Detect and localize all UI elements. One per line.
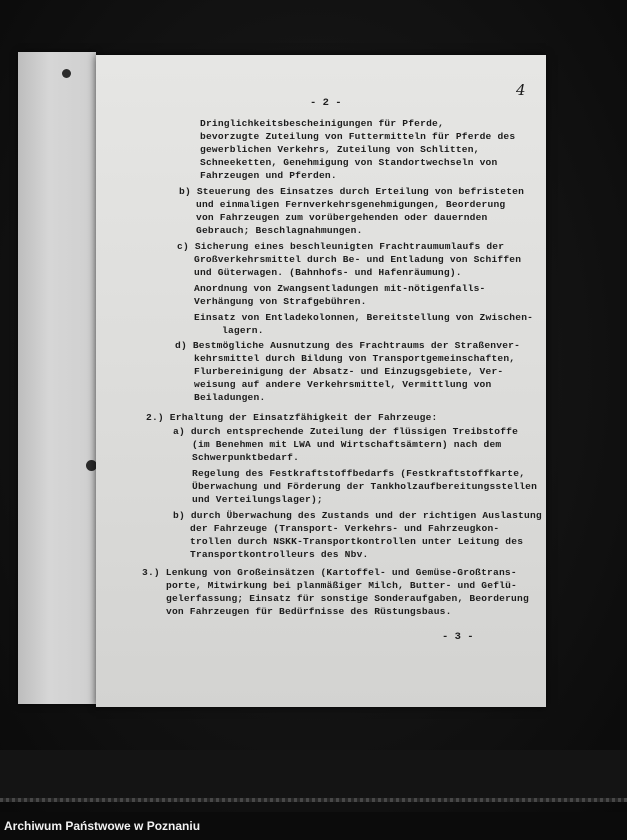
text-line: gelerfassung; Einsatz für sonstige Sonderaufgaben, Beorderung <box>166 593 529 604</box>
page-number: - 2 - <box>310 97 342 109</box>
next-page-marker: - 3 - <box>442 631 474 643</box>
film-edge <box>0 798 627 802</box>
punch-hole <box>62 69 71 78</box>
text-line: und einmaligen Fernverkehrsgenehmigungen, Beorderung <box>196 199 506 210</box>
text-line: 3.) Lenkung von Großeinsätzen (Kartoffel- und Gemüse-Großtrans- <box>142 567 517 578</box>
text-line: weisung auf andere Verkehrsmittel, Vermittlung von <box>194 379 492 390</box>
text-line: Anordnung von Zwangsentladungen mit-nötigenfalls- <box>194 283 486 294</box>
text-line: von Fahrzeugen zum vorübergehenden oder dauernden <box>196 212 488 223</box>
text-line: lagern. <box>222 325 264 336</box>
film-margin <box>0 750 627 800</box>
text-line: Schwerpunktbedarf. <box>192 452 300 463</box>
text-line: Regelung des Festkraftstoffbedarfs (Festkraftstoffkarte, <box>192 468 526 479</box>
archive-name: Archiwum Państwowe w Poznaniu <box>4 819 201 833</box>
text-line: und Verteilungslager); <box>192 494 323 505</box>
text-line: Einsatz von Entladekolonnen, Bereitstellung von Zwischen- <box>194 312 534 323</box>
text-line: Beiladungen. <box>194 392 266 403</box>
text-line: Großverkehrsmittel durch Be- und Entladung von Schiffen <box>194 254 522 265</box>
text-line: porte, Mitwirkung bei planmäßiger Milch, Butter- und Geflü- <box>166 580 518 591</box>
text-line: von Fahrzeugen für Bedürfnisse des Rüstungsbaus. <box>166 606 452 617</box>
text-line: kehrsmittel durch Bildung von Transportgemeinschaften, <box>194 353 516 364</box>
text-line: (im Benehmen mit LWA und Wirtschaftsämtern) nach dem <box>192 439 502 450</box>
text-line: Schneeketten, Genehmigung von Standortwechseln von <box>200 157 498 168</box>
text-line: d) Bestmögliche Ausnutzung des Frachtraums der Straßenver- <box>175 340 521 351</box>
text-line: Flurbereinigung der Absatz- und Einzugsgebiete, Ver- <box>194 366 504 377</box>
document-page <box>96 55 546 707</box>
archive-footer <box>0 812 627 840</box>
text-line: gewerblichen Verkehrs, Zuteilung von Schlitten, <box>200 144 480 155</box>
text-line: trollen durch NSKK-Transportkontrollen unter Leitung des <box>190 536 524 547</box>
text-line: 2.) Erhaltung der Einsatzfähigkeit der Fahrzeuge: <box>146 412 438 423</box>
text-line: Dringlichkeitsbescheinigungen für Pferde, <box>200 118 444 129</box>
text-line: Gebrauch; Beschlagnahmungen. <box>196 225 363 236</box>
previous-page-edge <box>18 52 96 704</box>
text-line: a) durch entsprechende Zuteilung der flüssigen Treibstoffe <box>173 426 519 437</box>
text-line: Überwachung und Förderung der Tankholzaufbereitungsstellen <box>192 481 538 492</box>
text-line: Verhängung von Strafgebühren. <box>194 296 367 307</box>
text-line: b) Steuerung des Einsatzes durch Erteilung von befristeten <box>179 186 525 197</box>
text-line: Transportkontrolleurs des Nbv. <box>190 549 369 560</box>
sheet-number: 4 <box>516 81 526 99</box>
text-line: b) durch Überwachung des Zustands und der richtigen Auslastung <box>173 510 542 521</box>
text-line: Fahrzeugen und Pferden. <box>200 170 337 181</box>
text-line: bevorzugte Zuteilung von Futtermitteln für Pferde des <box>200 131 516 142</box>
text-line: c) Sicherung eines beschleunigten Frachtraumumlaufs der <box>177 241 505 252</box>
text-line: und Güterwagen. (Bahnhofs- und Hafenräumung). <box>194 267 462 278</box>
text-line: der Fahrzeuge (Transport- Verkehrs- und Fahrzeugkon- <box>190 523 500 534</box>
